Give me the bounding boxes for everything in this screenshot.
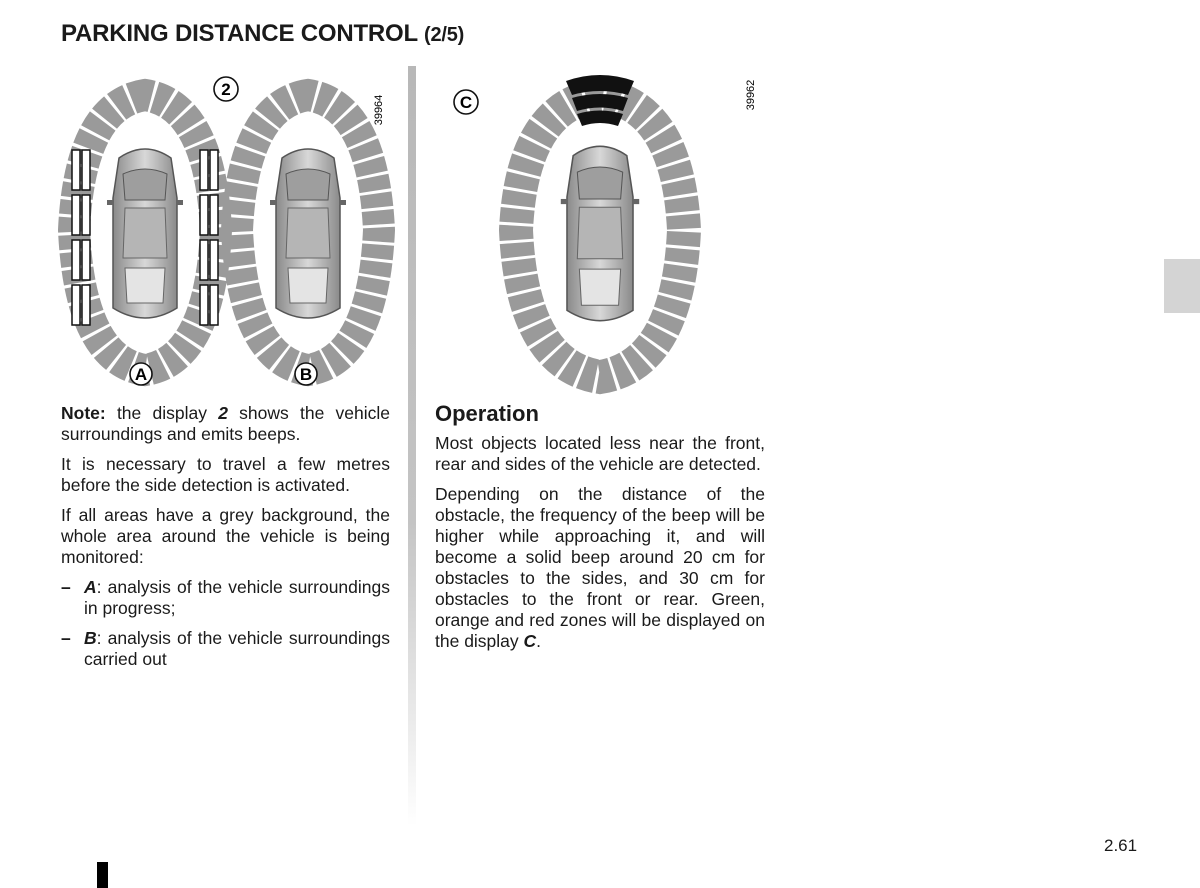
operation-ref: C bbox=[523, 631, 537, 651]
side-detection-paragraph: It is necessary to travel a few metres before the side detection is activated. bbox=[61, 454, 390, 495]
grey-background-paragraph: If all areas have a grey background, the whole area around the vehicle is being monitored: bbox=[61, 505, 390, 567]
operation-paragraph-2-end: . bbox=[536, 631, 542, 651]
right-column bbox=[435, 401, 765, 661]
bullet-b bbox=[61, 628, 390, 670]
display-c bbox=[516, 75, 684, 377]
note-text-1: the display bbox=[105, 403, 219, 423]
parking-display-figure-c bbox=[459, 65, 770, 395]
parking-display-figure-ab bbox=[60, 70, 400, 390]
operation-paragraph-2 bbox=[435, 484, 765, 652]
note-label: Note: bbox=[61, 403, 106, 423]
page-title bbox=[61, 20, 464, 48]
callout-c bbox=[454, 90, 478, 114]
bullet-a-key: A bbox=[84, 577, 97, 597]
operation-paragraph-1: Most objects located less near the front, rear and sides of the vehicle are detected. bbox=[435, 433, 765, 474]
bullet-b-text: : analysis of the vehicle surroundings carried out bbox=[84, 628, 390, 669]
callout-c-label: C bbox=[459, 93, 473, 112]
note-text-2: shows the vehicle surroundings and emits beeps. bbox=[61, 403, 390, 444]
figure-right-code: 39962 bbox=[745, 79, 757, 111]
display-a bbox=[72, 95, 218, 370]
page-title-part: (2/5) bbox=[424, 24, 465, 46]
callout-2 bbox=[214, 77, 238, 101]
column-divider bbox=[408, 66, 416, 826]
bullet-b-key: B bbox=[84, 628, 97, 648]
page-title-main: PARKING DISTANCE CONTROL bbox=[61, 20, 418, 47]
crop-mark bbox=[97, 862, 108, 888]
page-number: 2.61 bbox=[1104, 836, 1138, 855]
left-column bbox=[61, 403, 390, 679]
label-a-text: A bbox=[134, 365, 148, 384]
operation-heading: Operation bbox=[435, 401, 539, 426]
operation-paragraph-2-text: Depending on the distance of the obstacle, the frequency of the beep will be higher while approaching it, and will become a solid beep around 20 cm for obstacles to the sides, and 30 cm for obstacles to the front or rear. Green, orange and red zones will be displayed on the display bbox=[435, 484, 765, 651]
bullet-a-text: : analysis of the vehicle surroundings in progress; bbox=[84, 577, 390, 618]
section-tab bbox=[1164, 259, 1200, 313]
callout-2-label: 2 bbox=[221, 80, 231, 99]
bullet-dash: – bbox=[61, 577, 71, 597]
note-ref: 2 bbox=[218, 403, 228, 423]
display-b bbox=[237, 95, 379, 370]
label-b bbox=[295, 363, 317, 385]
car-icon-b bbox=[270, 149, 346, 318]
bullet-a bbox=[61, 577, 390, 619]
bullet-dash: – bbox=[61, 628, 71, 648]
car-icon-c bbox=[561, 146, 639, 320]
car-icon-a bbox=[107, 149, 183, 318]
label-a bbox=[130, 363, 152, 385]
note-paragraph bbox=[61, 403, 390, 445]
figure-left-code: 39964 bbox=[373, 94, 385, 126]
label-b-text: B bbox=[299, 365, 313, 384]
